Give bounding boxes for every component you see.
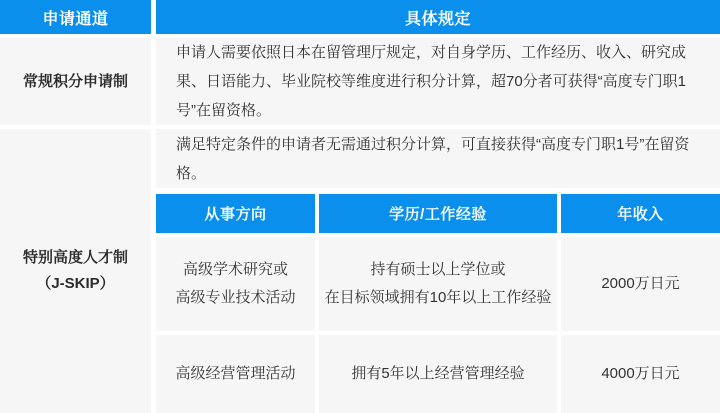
description-cell-normal-points: 申请人需要依照日本在留管理厅规定，对自身学历、工作经历、收入、研究成果、日语能力、毕业院校等维度进行积分计算，超70分者可获得“高度专门职1号”在留资格。 — [156, 38, 720, 125]
subcell-income-academic: 2000万日元 — [561, 237, 720, 331]
direction-academic-line2: 高级专业技术活动 — [175, 289, 296, 306]
column-header-channel: 申请通道 — [0, 0, 151, 34]
channel-jskip-line2: （J-SKIP） — [36, 275, 115, 292]
experience-academic-line1: 持有硕士以上学位或 — [370, 261, 506, 278]
direction-academic-line1: 高级学术研究或 — [182, 261, 288, 278]
channel-jskip-line1: 特别高度人才制 — [22, 249, 128, 266]
subheader-experience: 学历/工作经验 — [319, 194, 557, 233]
subcell-experience-management: 拥有5年以上经营管理经验 — [319, 335, 557, 413]
subcell-income-management: 4000万日元 — [561, 335, 720, 413]
subcell-direction-management: 高级经营管理活动 — [156, 335, 315, 413]
channel-cell-jskip — [0, 129, 151, 413]
subcell-experience-academic — [319, 237, 557, 331]
subheader-direction: 从事方向 — [156, 194, 315, 233]
description-cell-jskip: 满足特定条件的申请者无需通过积分计算，可直接获得“高度专门职1号”在留资格。 — [156, 129, 720, 188]
subcell-direction-academic — [156, 237, 315, 331]
jskip-subtable — [156, 194, 720, 413]
jskip-detail-area — [156, 129, 720, 413]
column-header-regulation: 具体规定 — [156, 0, 720, 34]
channel-cell-normal-points: 常规积分申请制 — [0, 38, 151, 125]
experience-academic-line2: 在目标领域拥有10年以上工作经验 — [324, 289, 552, 306]
subheader-income: 年收入 — [561, 194, 720, 233]
